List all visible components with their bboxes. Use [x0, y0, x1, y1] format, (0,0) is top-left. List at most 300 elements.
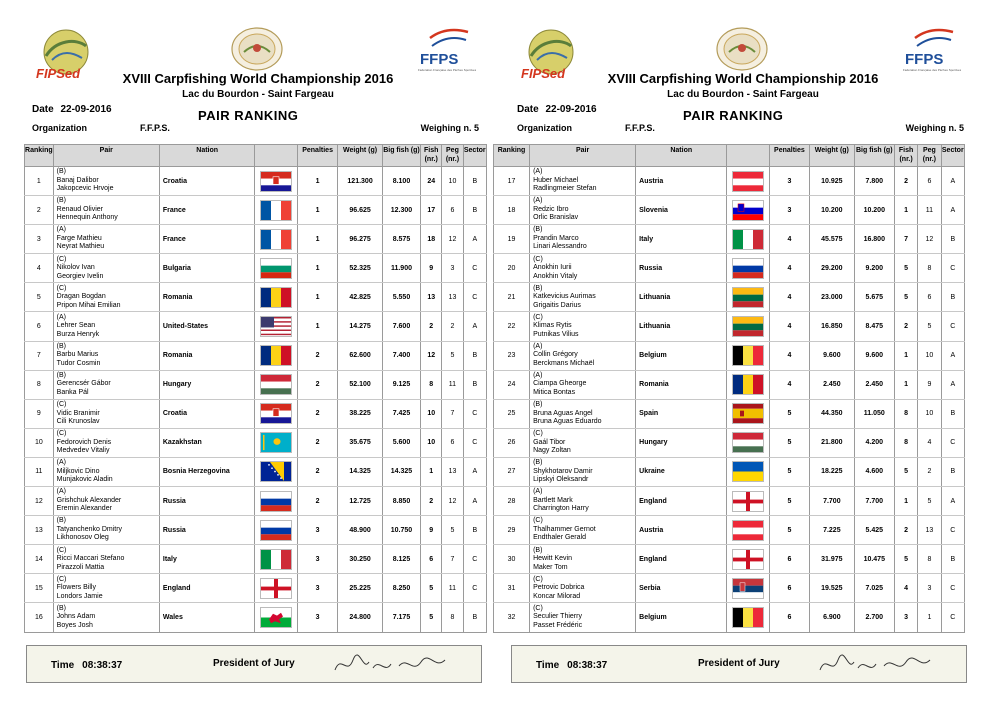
table-row	[494, 603, 965, 632]
pair-member-1: Bartlett Mark	[533, 496, 573, 504]
russia-flag-icon	[727, 258, 768, 279]
bigfish-cell: 8.475	[854, 312, 894, 341]
pair-member-1: Johns Adam	[56, 613, 96, 621]
penalties-cell: 5	[769, 399, 809, 428]
pair-cell	[53, 283, 159, 312]
weight-cell: 24.800	[338, 603, 383, 632]
rank-cell: 9	[25, 399, 54, 428]
sector-cell: C	[463, 254, 486, 283]
bigfish-cell: 7.600	[382, 312, 420, 341]
bigfish-cell: 2.700	[854, 603, 894, 632]
table-row	[25, 399, 487, 428]
col-header: Weight (g)	[338, 145, 383, 167]
peg-cell: 13	[918, 516, 941, 545]
championship-emblem-icon	[715, 26, 769, 72]
president-of-jury-label: President of Jury	[213, 658, 295, 669]
fish-cell: 1	[894, 196, 917, 225]
pair-member-2: Passet Frédéric	[533, 621, 583, 629]
pair-sector-tag: (B)	[56, 604, 67, 612]
pair-member-1: Nikolov Ivan	[56, 264, 95, 272]
pair-sector-tag: (B)	[56, 371, 67, 379]
nation-cell: Austria	[636, 167, 727, 196]
romania-flag-icon	[727, 374, 768, 395]
peg-cell: 9	[918, 370, 941, 399]
table-row	[25, 283, 487, 312]
pair-sector-tag: (C)	[533, 313, 543, 321]
peg-cell: 13	[442, 283, 463, 312]
time-label: Time	[51, 660, 75, 671]
pair-cell	[53, 254, 159, 283]
pair-member-2: Pripon Mihai Emilian	[56, 301, 121, 309]
nation-cell: Lithuania	[636, 312, 727, 341]
weight-cell: 23.000	[810, 283, 855, 312]
pair-member-1: Grishchuk Alexander	[56, 496, 122, 504]
sector-cell: A	[463, 487, 486, 516]
table-row	[494, 428, 965, 457]
sector-cell: C	[463, 574, 486, 603]
pair-sector-tag: (A)	[533, 371, 543, 379]
bigfish-cell: 7.700	[854, 487, 894, 516]
rank-cell: 17	[494, 167, 530, 196]
peg-cell: 3	[918, 574, 941, 603]
nation-cell: Russia	[159, 487, 255, 516]
pair-member-1: Shykhotarov Damir	[533, 467, 593, 475]
flag-cell	[727, 574, 769, 603]
pair-cell	[53, 574, 159, 603]
table-row	[494, 167, 965, 196]
peg-cell: 7	[442, 545, 463, 574]
spain-flag-icon	[727, 403, 768, 424]
flag-cell	[255, 312, 297, 341]
rank-cell: 14	[25, 545, 54, 574]
col-header: Ranking	[494, 145, 530, 167]
nation-cell: Croatia	[159, 399, 255, 428]
table-row	[494, 370, 965, 399]
col-header: Sector	[463, 145, 486, 167]
col-header	[727, 145, 769, 167]
pair-sector-tag: (A)	[533, 342, 543, 350]
rank-cell: 2	[25, 196, 54, 225]
nation-cell: Spain	[636, 399, 727, 428]
weight-cell: 16.850	[810, 312, 855, 341]
col-header: Penalties	[297, 145, 337, 167]
fish-cell: 1	[421, 457, 442, 486]
fish-cell: 2	[894, 516, 917, 545]
penalties-cell: 3	[297, 545, 337, 574]
weight-cell: 25.225	[338, 574, 383, 603]
pair-member-1: Anokhin Iurii	[533, 264, 572, 272]
pair-member-1: Vidic Branimir	[56, 409, 100, 417]
svg-text:FFPS: FFPS	[905, 51, 944, 68]
bigfish-cell: 14.325	[382, 457, 420, 486]
weight-cell: 14.275	[338, 312, 383, 341]
pair-cell	[530, 341, 636, 370]
rank-cell: 20	[494, 254, 530, 283]
croatia-flag-icon	[255, 171, 296, 192]
bigfish-cell: 5.550	[382, 283, 420, 312]
rank-cell: 6	[25, 312, 54, 341]
rank-cell: 29	[494, 516, 530, 545]
slovenia-flag-icon	[727, 200, 768, 221]
weighing-number: Weighing n. 5	[420, 123, 479, 133]
penalties-cell: 1	[297, 225, 337, 254]
italy-flag-icon	[727, 229, 768, 250]
pair-member-1: Barbu Marius	[56, 351, 99, 359]
flag-cell	[727, 428, 769, 457]
flag-cell	[727, 341, 769, 370]
weight-cell: 121.300	[338, 167, 383, 196]
flag-cell	[255, 196, 297, 225]
peg-cell: 12	[442, 487, 463, 516]
pair-sector-tag: (B)	[533, 284, 543, 292]
pair-member-1: Dragan Bogdan	[56, 293, 106, 301]
venue-subtitle: Lac du Bourdon - Saint Fargeau	[667, 89, 819, 100]
penalties-cell: 4	[769, 312, 809, 341]
rank-cell: 1	[25, 167, 54, 196]
pair-member-1: Fedorovich Denis	[56, 438, 112, 446]
fish-cell: 12	[421, 341, 442, 370]
pair-sector-tag: (A)	[533, 488, 543, 496]
table-row	[494, 312, 965, 341]
weight-cell: 21.800	[810, 428, 855, 457]
fish-cell: 2	[894, 312, 917, 341]
pair-member-1: Ciampa Gheorge	[533, 380, 587, 388]
pair-member-1: Gerencsér Gábor	[56, 380, 111, 388]
pair-member-2: Koncar Milorad	[533, 592, 581, 600]
penalties-cell: 3	[297, 516, 337, 545]
pair-sector-tag: (B)	[56, 168, 67, 176]
weight-cell: 96.625	[338, 196, 383, 225]
sector-cell: B	[941, 225, 964, 254]
bigfish-cell: 10.475	[854, 545, 894, 574]
pair-sector-tag: (C)	[533, 604, 543, 612]
col-header	[255, 145, 297, 167]
nation-cell: Serbia	[636, 574, 727, 603]
sector-cell: A	[463, 225, 486, 254]
fish-cell: 8	[421, 370, 442, 399]
sector-cell: C	[941, 312, 964, 341]
date-value: 22-09-2016	[60, 104, 112, 115]
sector-cell: C	[463, 428, 486, 457]
sector-cell: B	[463, 167, 486, 196]
weight-cell: 12.725	[338, 487, 383, 516]
fish-cell: 6	[421, 545, 442, 574]
peg-cell: 2	[918, 457, 941, 486]
penalties-cell: 5	[769, 487, 809, 516]
pair-member-2: Putnikas Vilius	[533, 330, 579, 338]
peg-cell: 6	[442, 428, 463, 457]
france-flag-icon	[255, 229, 296, 250]
nation-cell: Ukraine	[636, 457, 727, 486]
peg-cell: 8	[918, 545, 941, 574]
penalties-cell: 2	[297, 341, 337, 370]
flag-cell	[727, 399, 769, 428]
fish-cell: 13	[421, 283, 442, 312]
table-row	[494, 516, 965, 545]
pair-cell	[530, 167, 636, 196]
weight-cell: 52.325	[338, 254, 383, 283]
table-row	[494, 399, 965, 428]
nation-cell: Hungary	[159, 370, 255, 399]
pair-sector-tag: (B)	[533, 459, 543, 467]
nation-cell: England	[159, 574, 255, 603]
bigfish-cell: 2.450	[854, 370, 894, 399]
nation-cell: Hungary	[636, 428, 727, 457]
peg-cell: 11	[442, 574, 463, 603]
bigfish-cell: 8.575	[382, 225, 420, 254]
peg-cell: 6	[918, 167, 941, 196]
sector-cell: A	[941, 196, 964, 225]
sector-cell: B	[463, 603, 486, 632]
peg-cell: 6	[918, 283, 941, 312]
table-row	[25, 603, 487, 632]
flag-cell	[727, 545, 769, 574]
peg-cell: 10	[442, 167, 463, 196]
table-row	[25, 545, 487, 574]
weight-cell: 48.900	[338, 516, 383, 545]
sector-cell: B	[463, 196, 486, 225]
pair-cell	[53, 428, 159, 457]
penalties-cell: 3	[769, 167, 809, 196]
pair-cell	[530, 603, 636, 632]
bigfish-cell: 4.200	[854, 428, 894, 457]
table-row	[494, 545, 965, 574]
pair-member-1: Miljkovic Dino	[56, 467, 100, 475]
nation-cell: Bulgaria	[159, 254, 255, 283]
flag-cell	[255, 370, 297, 399]
flag-cell	[255, 225, 297, 254]
fish-cell: 5	[894, 283, 917, 312]
pair-member-2: Cili Krunoslav	[56, 418, 100, 426]
fish-cell: 5	[894, 457, 917, 486]
flag-cell	[255, 487, 297, 516]
nation-cell: Italy	[159, 545, 255, 574]
pair-member-1: Flowers Billy	[56, 584, 96, 592]
rank-cell: 16	[25, 603, 54, 632]
ranking-table	[493, 144, 965, 633]
date-label: Date	[517, 104, 539, 115]
date-value: 22-09-2016	[545, 104, 597, 115]
sector-cell: B	[463, 370, 486, 399]
bigfish-cell: 10.750	[382, 516, 420, 545]
sector-cell: B	[463, 341, 486, 370]
flag-cell	[255, 574, 297, 603]
fish-cell: 9	[421, 254, 442, 283]
penalties-cell: 1	[297, 312, 337, 341]
fish-cell: 5	[421, 574, 442, 603]
pair-member-2: Hennequin Anthony	[56, 214, 118, 222]
col-header: Peg (nr.)	[918, 145, 941, 167]
rank-cell: 23	[494, 341, 530, 370]
penalties-cell: 6	[769, 574, 809, 603]
sector-cell: C	[941, 428, 964, 457]
bulgaria-flag-icon	[255, 258, 296, 279]
rank-cell: 26	[494, 428, 530, 457]
nation-cell: Belgium	[636, 341, 727, 370]
penalties-cell: 1	[297, 283, 337, 312]
bigfish-cell: 11.900	[382, 254, 420, 283]
nation-cell: Russia	[159, 516, 255, 545]
nation-cell: Kazakhstan	[159, 428, 255, 457]
pair-member-1: Gaál Tibor	[533, 438, 566, 446]
rank-cell: 19	[494, 225, 530, 254]
rank-cell: 4	[25, 254, 54, 283]
penalties-cell: 4	[769, 341, 809, 370]
pair-sector-tag: (A)	[56, 459, 67, 467]
pair-member-2: Neyrat Mathieu	[56, 243, 105, 251]
svg-text:FFPS: FFPS	[420, 51, 459, 68]
nation-cell: Croatia	[159, 167, 255, 196]
weight-cell: 14.325	[338, 457, 383, 486]
penalties-cell: 1	[297, 167, 337, 196]
organization-row	[32, 123, 170, 133]
pair-member-2: Radlingmeier Stefan	[533, 185, 597, 193]
flag-cell	[727, 516, 769, 545]
flag-cell	[727, 283, 769, 312]
pair-cell	[53, 399, 159, 428]
austria-flag-icon	[727, 520, 768, 541]
england-flag-icon	[727, 491, 768, 512]
penalties-cell: 4	[769, 254, 809, 283]
sector-cell: C	[941, 603, 964, 632]
organization-label: Organization	[32, 123, 88, 133]
nation-cell: Italy	[636, 225, 727, 254]
pair-sector-tag: (B)	[533, 401, 543, 409]
weight-cell: 30.250	[338, 545, 383, 574]
table-row	[25, 254, 487, 283]
president-of-jury-label: President of Jury	[698, 658, 780, 669]
col-header: Nation	[159, 145, 255, 167]
svg-text:FIPSed: FIPSed	[36, 66, 81, 81]
time-row	[51, 660, 122, 671]
table-row	[25, 312, 487, 341]
bigfish-cell: 5.425	[854, 516, 894, 545]
pair-cell	[53, 457, 159, 486]
weight-cell: 38.225	[338, 399, 383, 428]
penalties-cell: 3	[769, 196, 809, 225]
col-header: Peg (nr.)	[442, 145, 463, 167]
weight-cell: 10.200	[810, 196, 855, 225]
peg-cell: 5	[918, 487, 941, 516]
nation-cell: Romania	[159, 283, 255, 312]
pair-member-1: Tatyanchenko Dmitry	[56, 525, 123, 533]
sector-cell: C	[941, 254, 964, 283]
pair-sector-tag: (A)	[533, 168, 543, 176]
pair-cell	[530, 457, 636, 486]
pair-member-1: Redzic Ibro	[533, 205, 569, 213]
svg-text:Fédération Française des Pêche: Fédération Française des Pêches Sportives	[903, 68, 961, 72]
weight-cell: 7.225	[810, 516, 855, 545]
fish-cell: 24	[421, 167, 442, 196]
svg-text:Fédération Française des Pêche: Fédération Française des Pêches Sportives	[418, 68, 476, 72]
weight-cell: 44.350	[810, 399, 855, 428]
organization-value: F.F.P.S.	[140, 123, 170, 133]
pair-sector-tag: (C)	[56, 255, 67, 263]
fish-cell: 1	[894, 341, 917, 370]
weight-cell: 96.275	[338, 225, 383, 254]
bigfish-cell: 7.425	[382, 399, 420, 428]
penalties-cell: 1	[297, 196, 337, 225]
peg-cell: 2	[442, 312, 463, 341]
flag-cell	[255, 399, 297, 428]
peg-cell: 4	[918, 428, 941, 457]
hungary-flag-icon	[727, 432, 768, 453]
weight-cell: 10.925	[810, 167, 855, 196]
pair-member-2: Jakopcevic Hrvoje	[56, 185, 114, 193]
penalties-cell: 2	[297, 370, 337, 399]
pair-member-2: Nagy Zoltan	[533, 447, 571, 455]
championship-emblem-icon	[230, 26, 284, 72]
romania-flag-icon	[255, 345, 296, 366]
ranking-table	[24, 144, 487, 633]
time-value: 08:38:37	[82, 660, 123, 671]
table-row	[25, 516, 487, 545]
flag-cell	[727, 487, 769, 516]
date-label: Date	[32, 104, 54, 115]
france-flag-icon	[255, 200, 296, 221]
pair-member-1: Petrovic Dobrica	[533, 584, 585, 592]
rank-cell: 13	[25, 516, 54, 545]
time-label: Time	[536, 660, 560, 671]
pair-member-2: Grigaitis Darius	[533, 301, 581, 309]
bigfish-cell: 8.250	[382, 574, 420, 603]
nation-cell: Wales	[159, 603, 255, 632]
pair-sector-tag: (C)	[533, 517, 543, 525]
peg-cell: 10	[918, 399, 941, 428]
col-header: Sector	[941, 145, 964, 167]
kazakhstan-flag-icon	[255, 432, 296, 453]
fish-cell: 10	[421, 428, 442, 457]
fish-cell: 4	[894, 574, 917, 603]
table-row	[25, 196, 487, 225]
pair-cell	[53, 487, 159, 516]
peg-cell: 11	[442, 370, 463, 399]
pair-sector-tag: (C)	[533, 430, 543, 438]
pair-sector-tag: (C)	[56, 284, 67, 292]
peg-cell: 3	[442, 254, 463, 283]
pair-member-1: Seculier Thierry	[533, 613, 582, 621]
nation-cell: Belgium	[636, 603, 727, 632]
rank-cell: 5	[25, 283, 54, 312]
fish-cell: 10	[421, 399, 442, 428]
pair-sector-tag: (C)	[56, 401, 67, 409]
usa-flag-icon	[255, 316, 296, 337]
flag-cell	[255, 603, 297, 632]
rank-cell: 22	[494, 312, 530, 341]
table-row	[25, 428, 487, 457]
rank-cell: 10	[25, 428, 54, 457]
penalties-cell: 2	[297, 487, 337, 516]
table-row	[494, 283, 965, 312]
pair-sector-tag: (C)	[56, 430, 67, 438]
fish-cell: 5	[894, 545, 917, 574]
penalties-cell: 4	[769, 370, 809, 399]
penalties-cell: 2	[297, 399, 337, 428]
pair-cell	[530, 399, 636, 428]
sector-cell: A	[463, 457, 486, 486]
pair-member-1: Prandin Marco	[533, 234, 579, 242]
penalties-cell: 4	[769, 283, 809, 312]
time-value: 08:38:37	[567, 660, 608, 671]
pair-cell	[53, 341, 159, 370]
pair-cell	[530, 370, 636, 399]
pair-member-1: Hewitt Kevin	[533, 555, 572, 563]
bigfish-cell: 11.050	[854, 399, 894, 428]
rank-cell: 8	[25, 370, 54, 399]
pair-sector-tag: (B)	[56, 342, 67, 350]
flag-cell	[727, 457, 769, 486]
rank-cell: 25	[494, 399, 530, 428]
